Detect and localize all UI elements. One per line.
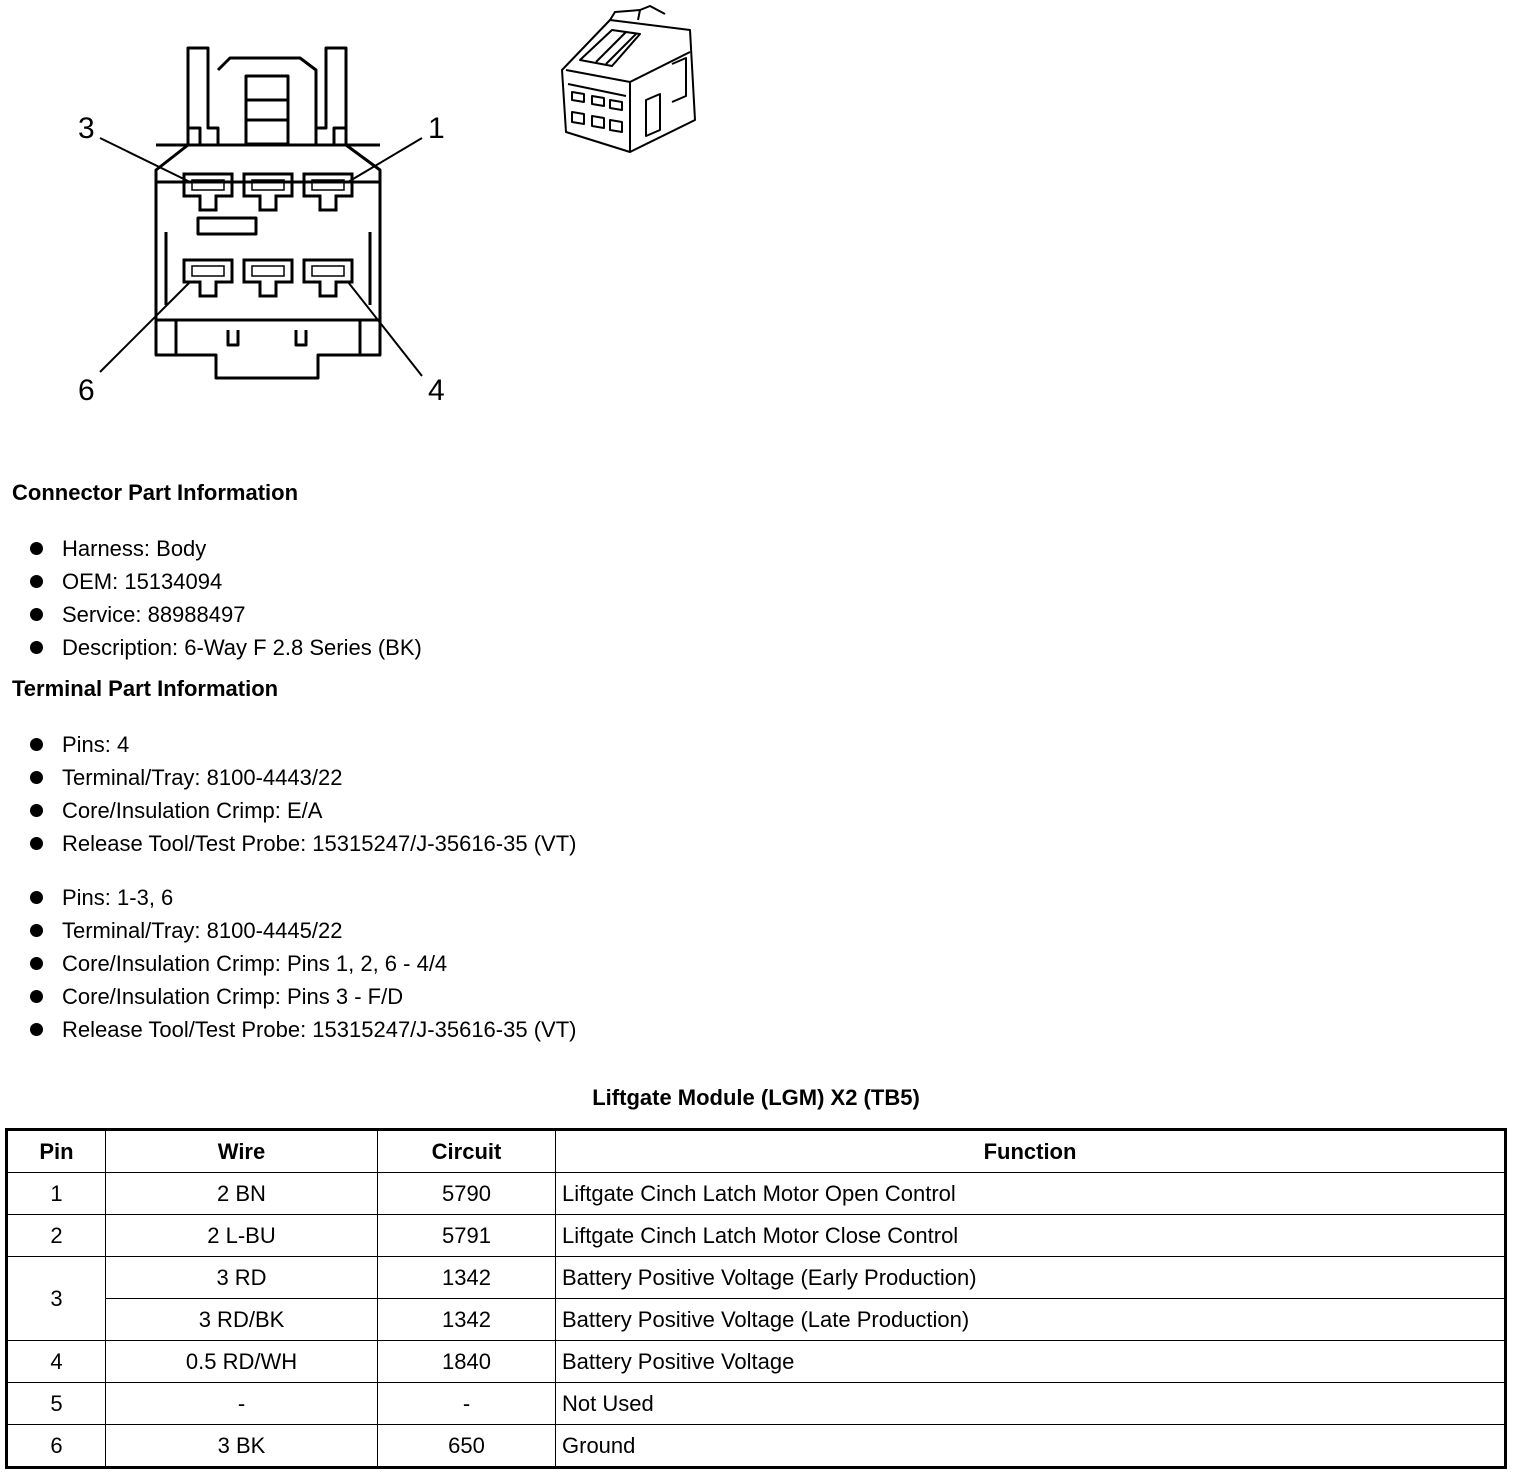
bullet-icon (30, 575, 43, 588)
list-item: Core/Insulation Crimp: Pins 3 - F/D (0, 980, 576, 1013)
table-row (7, 1257, 1506, 1299)
cell-function: Battery Positive Voltage (Late Production) (556, 1299, 1506, 1341)
terminal-info-group-2 (0, 881, 576, 1046)
cell-circuit: 1840 (378, 1341, 556, 1383)
cell-function: Ground (556, 1425, 1506, 1468)
cell-wire: 2 BN (106, 1173, 378, 1215)
cell-wire: 3 BK (106, 1425, 378, 1468)
cell-pin: 1 (7, 1173, 106, 1215)
cell-circuit: 650 (378, 1425, 556, 1468)
cell-pin: 4 (7, 1341, 106, 1383)
bullet-icon (30, 804, 43, 817)
cell-pin: 6 (7, 1425, 106, 1468)
col-header-circuit: Circuit (378, 1130, 556, 1173)
list-item: Service: 88988497 (0, 598, 422, 631)
list-item: Harness: Body (0, 532, 422, 565)
bullet-icon (30, 771, 43, 784)
table-row (7, 1299, 1506, 1341)
bullet-icon (30, 891, 43, 904)
list-item: Terminal/Tray: 8100-4443/22 (0, 761, 576, 794)
cell-wire: 2 L-BU (106, 1215, 378, 1257)
cell-function: Not Used (556, 1383, 1506, 1425)
list-item: OEM: 15134094 (0, 565, 422, 598)
list-item: Pins: 1-3, 6 (0, 881, 576, 914)
bullet-icon (30, 990, 43, 1003)
list-item: Release Tool/Test Probe: 15315247/J-35616-35 (VT) (0, 1013, 576, 1046)
table-title: Liftgate Module (LGM) X2 (TB5) (592, 1085, 920, 1110)
bullet-icon (30, 1023, 43, 1036)
cell-function: Battery Positive Voltage (Early Production) (556, 1257, 1506, 1299)
cavity-row-top (184, 174, 352, 210)
cell-pin: 3 (7, 1257, 106, 1341)
list-item: Terminal/Tray: 8100-4445/22 (0, 914, 576, 947)
list-item: Core/Insulation Crimp: Pins 1, 2, 6 - 4/4 (0, 947, 576, 980)
table-row (7, 1425, 1506, 1468)
cell-circuit: 1342 (378, 1299, 556, 1341)
cell-pin: 2 (7, 1215, 106, 1257)
cell-function: Liftgate Cinch Latch Motor Close Control (556, 1215, 1506, 1257)
cell-circuit: 1342 (378, 1257, 556, 1299)
cell-circuit: - (378, 1383, 556, 1425)
terminal-info-title: Terminal Part Information (12, 676, 279, 701)
pin-table (5, 1128, 1507, 1469)
bullet-icon (30, 957, 43, 970)
list-item: Pins: 4 (0, 728, 576, 761)
bullet-icon (30, 924, 43, 937)
table-row (7, 1383, 1506, 1425)
bullet-icon (30, 608, 43, 621)
terminal-info-group-1 (0, 728, 576, 860)
list-item: Release Tool/Test Probe: 15315247/J-35616-35 (VT) (0, 827, 576, 860)
table-row (7, 1341, 1506, 1383)
pin-label-6: 6 (78, 374, 95, 407)
col-header-function: Function (556, 1130, 1506, 1173)
connector-3d-icon (562, 6, 695, 152)
cell-circuit: 5791 (378, 1215, 556, 1257)
list-item: Description: 6-Way F 2.8 Series (BK) (0, 631, 422, 664)
pin-label-1: 1 (428, 112, 445, 145)
col-header-pin: Pin (7, 1130, 106, 1173)
pin-label-4: 4 (428, 374, 445, 407)
cell-wire: 0.5 RD/WH (106, 1341, 378, 1383)
cell-pin: 5 (7, 1383, 106, 1425)
connector-info-title: Connector Part Information (12, 480, 299, 505)
cell-wire: - (106, 1383, 378, 1425)
table-header-row (7, 1130, 1506, 1173)
connector-info-list (0, 532, 422, 664)
cell-function: Liftgate Cinch Latch Motor Open Control (556, 1173, 1506, 1215)
bullet-icon (30, 542, 43, 555)
bullet-icon (30, 837, 43, 850)
col-header-wire: Wire (106, 1130, 378, 1173)
cell-function: Battery Positive Voltage (556, 1341, 1506, 1383)
table-row (7, 1173, 1506, 1215)
list-item: Core/Insulation Crimp: E/A (0, 794, 576, 827)
cell-circuit: 5790 (378, 1173, 556, 1215)
pin-label-3: 3 (78, 112, 95, 145)
connector-face-diagram (0, 0, 720, 420)
table-row (7, 1215, 1506, 1257)
bullet-icon (30, 641, 43, 654)
cell-wire: 3 RD/BK (106, 1299, 378, 1341)
cavity-row-bottom (184, 260, 352, 296)
bullet-icon (30, 738, 43, 751)
cell-wire: 3 RD (106, 1257, 378, 1299)
